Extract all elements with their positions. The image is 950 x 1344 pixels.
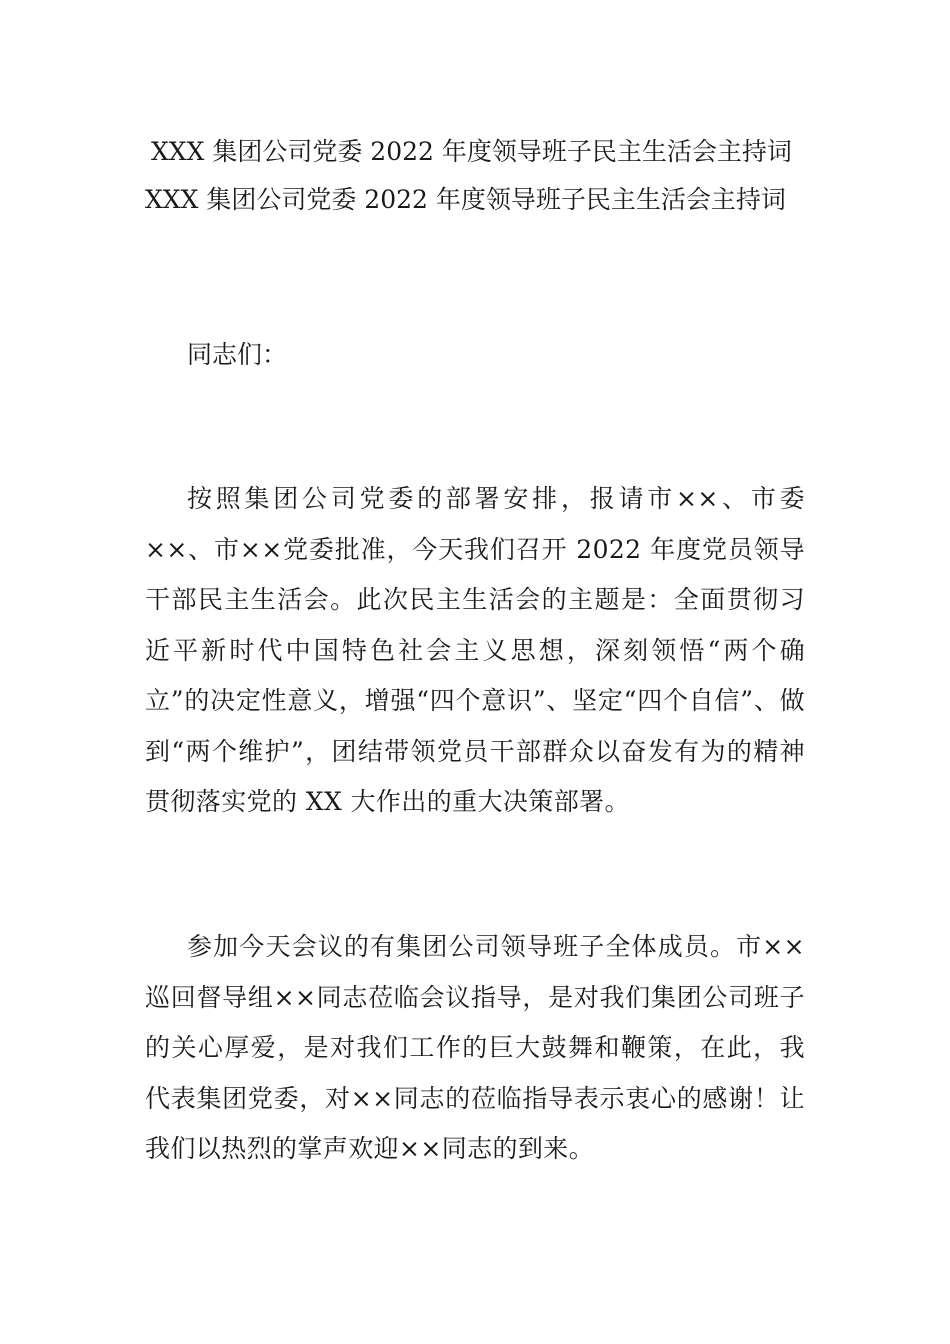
title-line-1: XXX 集团公司党委 2022 年度领导班子民主生活会主持词 <box>151 137 792 166</box>
body-paragraph-1: 按照集团公司党委的部署安排，报请市××、市委××、市××党委批准，今天我们召开 2022 年度党员领导干部民主生活会。此次民主生活会的主题是：全面贯彻习近平新时代中国特色社会主义思想，深刻领悟“两个确立”的决定性意义，增强“四个意识”、坚定“四个自信”、做到“两个维护”，团结带领党员干部群众以奋发有为的精神贯彻落实党的 XX 大作出的重大决策部署。 <box>145 484 805 816</box>
body-paragraph-2: 参加今天会议的有集团公司领导班子全体成员。市××巡回督导组××同志莅临会议指导，是对我们集团公司班子的关心厚爱，是对我们工作的巨大鼓舞和鞭策，在此，我代表集团党委，对××同志的莅临指导表示衷心的感谢！让我们以热烈的掌声欢迎××同志的到来。 <box>145 932 805 1163</box>
salutation: 同志们： <box>187 340 288 369</box>
title-line-2: XXX 集团公司党委 2022 年度领导班子民主生活会主持词 <box>145 185 786 214</box>
document-title <box>145 128 815 224</box>
